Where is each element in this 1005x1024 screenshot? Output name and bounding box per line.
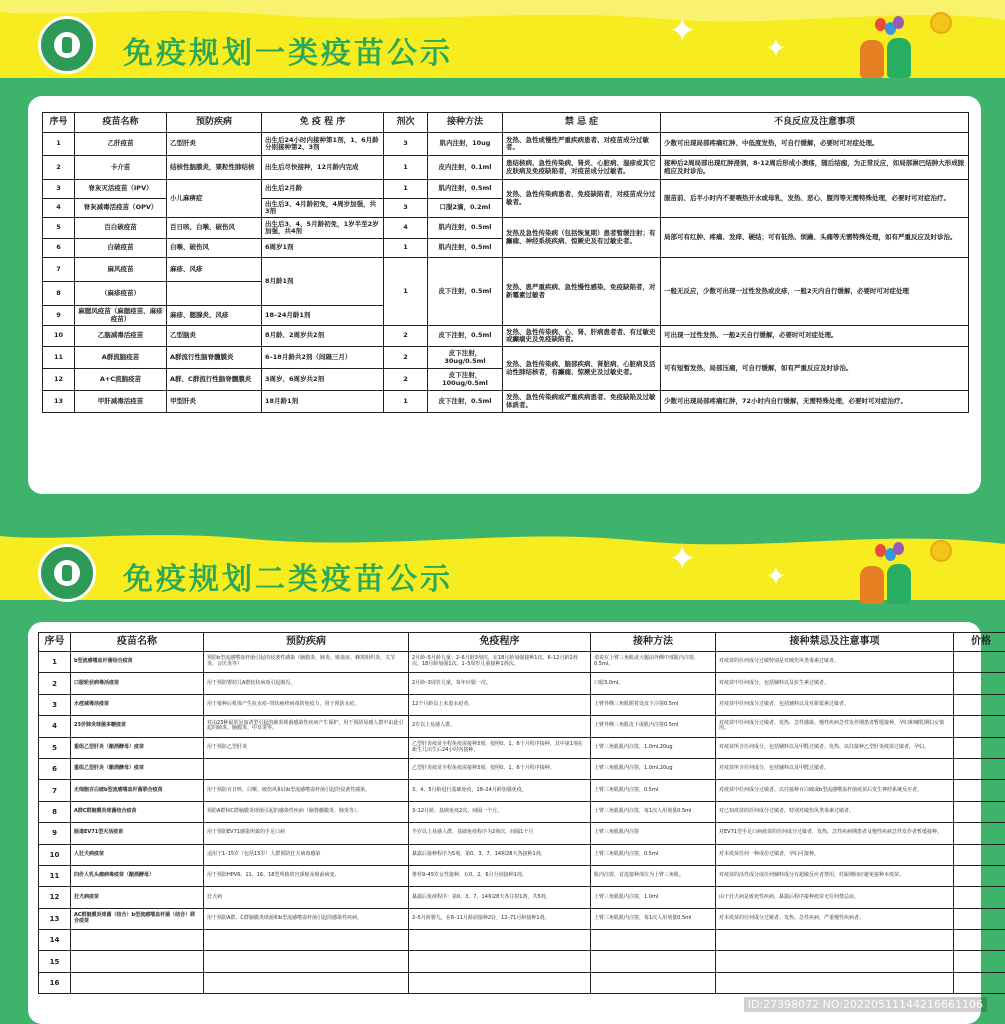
column-header: 序号 [43,113,75,133]
cell-schedule: 6–18月龄共2剂（间隔三月） [262,347,384,369]
cell-no: 4 [39,716,71,737]
sparkle-icon: ✦ [765,34,787,64]
cell-contra: 患结核病、急性传染病、肾炎、心脏病、湿疹或其它皮肤病及免疫缺陷者，对疫苗成分过敏者。 [503,156,661,180]
cell-price [954,737,1005,758]
cell-no: 7 [39,780,71,801]
cell-method: 上臂三角肌肌内注射，1.0ml,20ug [591,758,716,779]
cell-caution: 对疫苗中任何成分过敏者、以往接种百白破或b型流感嗜血杆菌疫苗后发生神经系统反应者。 [716,780,954,801]
cell-price [954,758,1005,779]
cell-caution: 对疫苗中任何成分，包括辅料以及抗生素过敏者。 [716,673,954,694]
health-logo [38,544,96,602]
children-illustration [855,544,925,606]
cell-method: 请说在上臂三角肌或大腿前外侧中部肌内注射，0.5ml。 [591,652,716,673]
cell-caution: 对已知疫苗的任何成分过敏者，特别对破伤风类毒素过敏者。 [716,801,954,822]
cell-name [71,930,204,951]
column-header: 价格 [954,633,1005,652]
cell-name: 甲肝减毒活疫苗 [75,391,167,413]
cell-method: 皮下注射，0.5ml [428,326,503,347]
column-header: 接种禁忌及注意事项 [716,633,954,652]
cell-no: 11 [43,347,75,369]
sparkle-icon: ✦ [765,562,787,592]
cell-caution [716,951,954,972]
cell-name: AC群脑膜炎球菌（结合）b型流感嗜血杆菌（结合）联合疫苗 [71,908,204,929]
table-row [39,737,1005,758]
cell-name: 乙脑减毒活疫苗 [75,326,167,347]
cell-schedule: 出生后3、4月龄初免，4周岁加强，共3剂 [262,199,384,218]
column-header: 禁 忌 症 [503,113,661,133]
cell-disease [204,758,409,779]
cell-method: 皮下注射，30ug/0.5ml [428,347,503,369]
cell-schedule: 2岁以上易感人群。 [409,716,591,737]
cell-reaction: 少数可出现局部疼痛红肿，72小时内自行缓解，无需特殊处理，必要时可对症治疗。 [661,391,969,413]
cell-no: 3 [39,694,71,715]
cell-no: 6 [43,239,75,258]
cell-name [71,972,204,993]
cell-no: 11 [39,865,71,886]
cell-disease: 预防A群和C群脑膜炎球菌引起的感染性疾病（脑脊髓膜炎、肺炎等）。 [204,801,409,822]
cell-method: 肌内注射，首选接种部位为上臂三角肌。 [591,865,716,886]
cell-disease [204,951,409,972]
cell-schedule [409,930,591,951]
watermark-site: 昵图网 www.nipic.com [30,1000,232,1020]
cell-schedule: 暴露后接种程序为5剂，第0、3、7、14和28天各接种1剂。 [409,844,591,865]
cell-doses: 1 [384,156,428,180]
cell-name: 乙肝疫苗 [75,133,167,156]
table-row [43,326,969,347]
cell-schedule: 出生后24小时内接种第1剂，1、6月龄分别接种第2、3剂 [262,133,384,156]
column-header: 不良反应及注意事项 [661,113,969,133]
cell-disease: 狂犬病 [204,887,409,908]
cell-doses: 2 [384,347,428,369]
cell-disease: 用于预防百日咳、白喉、破伤风和由b型流感嗜血杆菌引起的侵袭性感染。 [204,780,409,801]
cell-method: 肌内注射，0.5ml [428,218,503,239]
cell-method: 上臂外侧三角肌附着处皮下注射0.5ml [591,694,716,715]
cell-method: 肌内注射，10ug [428,133,503,156]
cell-price [954,972,1005,993]
cell-contra: 发热、急性或慢性严重疾病患者、对疫苗成分过敏者。 [503,133,661,156]
cell-method: 皮下注射，0.5ml [428,391,503,413]
column-header: 序号 [39,633,71,652]
table-row [39,823,1005,844]
table-row [39,801,1005,822]
panel-title: 免疫规划二类疫苗公示 [123,562,453,597]
cell-caution [716,972,954,993]
table-row [39,908,1005,929]
cell-disease: 乙型肝炎 [167,133,262,156]
table-row [39,673,1005,694]
cell-disease: 甲型肝炎 [167,391,262,413]
panel-title: 免疫规划一类疫苗公示 [123,36,453,71]
cell-price [954,694,1005,715]
cell-no: 6 [39,758,71,779]
cell-no: 8 [43,282,75,306]
cell-name: A群流脑疫苗 [75,347,167,369]
cell-no: 13 [39,908,71,929]
vaccine-table-class-one [42,112,969,413]
cell-doses: 3 [384,133,428,156]
table-row [39,694,1005,715]
cell-contra: 发热、急性传染病、脑部疾病、肾脏病、心脏病及活动性肺结核者，有癫痫、惊厥史及过敏史者。 [503,347,661,391]
cell-method [591,972,716,993]
cell-method: 皮下注射，0.5ml [428,258,503,326]
cell-no: 9 [39,823,71,844]
cell-price [954,801,1005,822]
cell-price [954,865,1005,886]
cell-schedule: 3、4、5月龄进行基础免疫，18–24月龄加强免疫。 [409,780,591,801]
cell-schedule: 2月龄–3周岁儿童，每年应服一次。 [409,673,591,694]
cell-price [954,908,1005,929]
cell-schedule: 8月龄1剂 [262,258,384,306]
cell-method: 上臂三角肌肌内注射 [591,823,716,844]
cell-method: 皮内注射，0.1ml [428,156,503,180]
cell-no: 14 [39,930,71,951]
sparkle-icon: ✦ [668,11,697,51]
cell-caution: 对本疫苗任何一种成份过敏者，孕妇可接种。 [716,844,954,865]
cell-caution: 对疫苗的活性成分或任何辅料成分有超敏反应者禁用，妊娠期间应避免接种本疫苗。 [716,865,954,886]
cell-method: 上臂三角肌肌内注射，每1次人用剂量0.5ml [591,908,716,929]
table-row [43,218,969,239]
cell-name: b型流感嗜血杆菌结合疫苗 [71,652,204,673]
cell-name: 白破疫苗 [75,239,167,258]
cell-disease: 预防b型流感嗜血杆菌引起的侵袭性感染（脑膜炎、肺炎、败血症、蜂窝组织炎、关节炎、会厌炎等） [204,652,409,673]
cell-no: 12 [43,369,75,391]
cell-name: 脊灰灭活疫苗（IPV） [75,180,167,199]
column-header: 接种方法 [591,633,716,652]
cell-contra: 发热及急性传染病（包括恢复期）患者暂缓注射；有癫痫、神经系统疾病、惊厥史及有过敏史者。 [503,218,661,258]
cell-name: 水痘减毒活疫苗 [71,694,204,715]
cell-schedule: 8月龄、2周岁共2剂 [262,326,384,347]
cell-name: 重组乙型肝炎（酿酒酵母）疫苗 [71,737,204,758]
cell-name: 狂犬病疫苗 [71,887,204,908]
cell-schedule: 出生后尽快接种，12月龄内完成 [262,156,384,180]
cell-contra: 发热、急性传染病或严重疾病患者、免疫缺陷及过敏体质者。 [503,391,661,413]
cell-schedule: 3周岁、6周岁共2剂 [262,369,384,391]
cell-method: 上臂外侧三角肌皮下或肌内注射0.5ml [591,716,716,737]
cell-reaction: 服苗前、后半小时内不要喂热开水或母乳，发热、恶心、腹泻等无需特殊处理，必要时可对症治疗。 [661,180,969,218]
cell-contra: 发热、患严重疾病、急性慢性感染、免疫缺陷者，对新霉素过敏者 [503,258,661,326]
cell-disease: 用于接种后机体产生抗水痘–带状疱疹病毒的免疫力，用于预防水痘。 [204,694,409,715]
cell-no: 9 [43,306,75,326]
cell-method: 口服2滴，0.2ml [428,199,503,218]
cell-disease: 麻疹、风疹 [167,258,262,282]
cell-method: 肌内注射，0.5ml [428,239,503,258]
cell-no: 15 [39,951,71,972]
vaccine-table-class-two [38,632,1005,994]
cell-schedule: 半岁以上易感人群，基础免疫程序为2剂次，间隔1个月 [409,823,591,844]
cell-method: 上臂三角肌肌内注射，1.0ml [591,887,716,908]
cell-no: 4 [43,199,75,218]
cell-doses: 2 [384,326,428,347]
table-row [43,180,969,199]
cell-disease: 用于预防乙型肝炎 [204,737,409,758]
cell-disease: 适用于1–15岁（包括15岁）人群预防狂犬病毒感染 [204,844,409,865]
cell-disease [204,930,409,951]
cell-doses: 1 [384,180,428,199]
cell-name: 人狂犬病疫苗 [71,844,204,865]
table-row [39,758,1005,779]
cell-price [954,887,1005,908]
cell-name: 脊灰减毒活疫苗（OPV） [75,199,167,218]
cell-caution: 由于狂犬病是致死性疾病，暴露后程序接种疫苗无任何禁忌症。 [716,887,954,908]
sparkle-icon: ✦ [668,539,697,579]
cell-no: 5 [43,218,75,239]
health-logo [38,16,96,74]
column-header: 预防疾病 [204,633,409,652]
cell-method [591,951,716,972]
cell-caution: 对疫苗所含任何成分，包括辅料以及甲醛过敏者、发热、以往接种乙型肝炎疫苗过敏者、孕妇。 [716,737,954,758]
table-row [39,951,1005,972]
cell-price [954,823,1005,844]
cell-method: 上臂三角肌肌内注射，0.5ml [591,844,716,865]
cell-caution: 对疫苗的任何成分过敏特别是对破伤风类毒素过敏者。 [716,652,954,673]
cell-name: A+C流脑疫苗 [75,369,167,391]
cell-reaction: 局部可有红肿、疼痛、发痒、硬结；可有低热、烦躁、头痛等无需特殊处理，如有严重反应及时诊治。 [661,218,969,258]
cell-reaction: 少数可出现局部疼痛红肿、中低度发热，可自行缓解，必要时可对症处理。 [661,133,969,156]
cell-name [71,951,204,972]
panel-class-one [0,0,1005,500]
cell-method: 口服3.0ml。 [591,673,716,694]
cell-no: 16 [39,972,71,993]
cell-disease: 乙型脑炎 [167,326,262,347]
cell-disease: 麻疹、腮腺炎、风疹 [167,306,262,326]
cell-doses: 1 [384,239,428,258]
column-header: 预防疾病 [167,113,262,133]
cell-method: 皮下注射，100ug/0.5ml [428,369,503,391]
cell-schedule: 12个月龄以上未患水痘者。 [409,694,591,715]
cell-doses: 2 [384,369,428,391]
cell-caution: 对EV71型手足口病疫苗的任何成分过敏者、发热、急性疾病期患者及慢性疾病急性发作者暂缓接种。 [716,823,954,844]
table-row [39,716,1005,737]
cell-name: 麻腮风疫苗（麻腮疫苗、麻疹疫苗） [75,306,167,326]
cell-schedule: 6周岁1剂 [262,239,384,258]
cell-reaction: 可出现一过性发热、一般2天自行缓解，必要时可对症处理。 [661,326,969,347]
cell-disease: 用于预防婴幼儿A群轮状病毒引起腹泻。 [204,673,409,694]
column-header: 免 疫 程 序 [262,113,384,133]
column-header: 疫苗名称 [71,633,204,652]
table-row [39,930,1005,951]
cell-price [954,951,1005,972]
cell-price [954,716,1005,737]
table-row [39,652,1005,673]
table-row [43,133,969,156]
column-header: 接种方法 [428,113,503,133]
cell-no: 2 [43,156,75,180]
cell-doses: 4 [384,218,428,239]
cell-caution: 对疫苗中任何成分过敏者，包括辅料以及对新霉素过敏者。 [716,694,954,715]
cell-name: （麻疹疫苗） [75,282,167,306]
cell-schedule: 推荐9–45岁女性接种，在0、2、6月分别接种1剂。 [409,865,591,886]
cell-no: 12 [39,887,71,908]
cell-method: 上臂三角肌肌内注射，每1次人用剂量0.5ml [591,801,716,822]
cell-schedule: 出生后2月龄 [262,180,384,199]
table-row [39,780,1005,801]
cell-method: 上臂三角肌肌内注射，1.0ml,20ug [591,737,716,758]
cell-no: 1 [39,652,71,673]
cell-caution: 对疫苗中任何成分过敏者、发热、急性感染、慢性疾病急性发作期患者暂缓接种，孕妇和哺乳期妇女慎用。 [716,716,954,737]
cell-disease: 百日咳、白喉、破伤风 [167,218,262,239]
cell-method: 上臂三角肌肌内注射，0.5ml [591,780,716,801]
cell-name: 23价肺炎球菌多糖疫苗 [71,716,204,737]
cell-disease: A群流行性脑脊髓膜炎 [167,347,262,369]
column-header: 免疫程序 [409,633,591,652]
cell-disease: 用于预防A群、C群脑膜炎球菌和b型流感嗜血杆菌引起的感染性疾病。 [204,908,409,929]
cell-schedule: 18月龄1剂 [262,391,384,413]
sun-icon [930,12,952,34]
cell-reaction: 一般无反应，少数可出现一过性发热或皮疹，一般2天内自行缓解，必要时可对症处理 [661,258,969,326]
cell-price [954,930,1005,951]
cell-disease: 用于预防HPV6、11、16、18型所致的宫颈癌及癌前病变。 [204,865,409,886]
table-row [43,258,969,282]
cell-name: 麻风疫苗 [75,258,167,282]
column-header: 疫苗名称 [75,113,167,133]
cell-price [954,652,1005,673]
cell-schedule: 2月龄–5月龄儿童：2–6月龄3剂次，在18月龄加强接种1次。6–12月龄2剂次，18月龄加强1次。1–5周岁儿童接种1剂次。 [409,652,591,673]
cell-name: 口服轮状病毒活疫苗 [71,673,204,694]
cell-disease [204,972,409,993]
cell-schedule: 乙型肝炎疫苗全程免疫需接种3剂，按照0、1、6个月程序接种，其中第1剂在新生儿出生后24小时内接种。 [409,737,591,758]
cell-no: 5 [39,737,71,758]
table-row [39,887,1005,908]
table-row [39,865,1005,886]
table-row [39,844,1005,865]
cell-name: 无细胞百白破b型流感嗜血杆菌联合疫苗 [71,780,204,801]
cell-schedule: 出生后3、4、5月龄初免，1岁半至2岁加强，共4剂 [262,218,384,239]
column-header: 剂次 [384,113,428,133]
table-row [43,391,969,413]
cell-doses: 1 [384,391,428,413]
cell-schedule: 3–12月龄，基础免疫2次，间隔一个月。 [409,801,591,822]
cell-schedule: 18–24月龄1剂 [262,306,384,326]
children-illustration [855,18,925,80]
cell-disease: 结核性脑膜炎，粟粒性肺结核 [167,156,262,180]
cell-name: A群C群脑膜炎球菌结合疫苗 [71,801,204,822]
cell-contra: 发热、急性传染病、心、肾、肝病患者者、有过敏史或癫痫史及免疫缺陷者。 [503,326,661,347]
cell-schedule [409,951,591,972]
cell-name: 重组乙型肝炎（酿酒酵母）疫苗 [71,758,204,779]
cell-no: 13 [43,391,75,413]
cell-caution: 对疫苗所含任何成分，包括辅料以及甲醛过敏者。 [716,758,954,779]
cell-caution: 对本疫苗的任何成分过敏者、发热、急性疾病、严重慢性疾病者。 [716,908,954,929]
cell-caution [716,930,954,951]
cell-contra: 发热、急性传染病患者、免疫缺陷者，对疫苗成分过敏者。 [503,180,661,218]
sun-icon [930,540,952,562]
cell-name: 肠道EV71型灭活疫苗 [71,823,204,844]
watermark-id: ID:27398072 NO:20220511144216661106 [744,997,987,1012]
cell-disease [167,282,262,306]
cell-schedule: 暴露后免疫程序：第0、3、7、14和28天各注射1剂，共5剂。 [409,887,591,908]
cell-no: 10 [39,844,71,865]
table-row [39,972,1005,993]
cell-name: 百白破疫苗 [75,218,167,239]
cell-price [954,673,1005,694]
cell-no: 8 [39,801,71,822]
table-row [43,156,969,180]
cell-name: 卡介苗 [75,156,167,180]
table-row [43,347,969,369]
cell-price [954,780,1005,801]
cell-disease: 用于预防EV71感染所致的手足口病 [204,823,409,844]
cell-disease: 白喉、破伤风 [167,239,262,258]
cell-disease: 对由23种最常见血清型引起的肺炎球菌感染性疾病产生保护，用于预防易感人群中由此引起的肺炎、脑膜炎、中耳炎等。 [204,716,409,737]
cell-method [591,930,716,951]
cell-price [954,844,1005,865]
cell-doses: 1 [384,258,428,326]
cell-no: 3 [43,180,75,199]
cell-doses: 3 [384,199,428,218]
cell-no: 2 [39,673,71,694]
cell-no: 10 [43,326,75,347]
cell-no: 7 [43,258,75,282]
cell-no: 1 [43,133,75,156]
cell-reaction: 接种后2周局部出现红肿浸润，8-12周后形成小溃疡，随后结痂，为正常反应，如局部淋巴结肿大形成脓疱应及时诊治。 [661,156,969,180]
cell-schedule [409,972,591,993]
cell-schedule: 2–5月龄婴儿，在6–11月龄前接种2针，12–71月龄接种1剂。 [409,908,591,929]
cell-method: 肌内注射，0.5ml [428,180,503,199]
cell-reaction: 可有短暂发热、局部压痛，可自行缓解，如有严重反应及时诊治。 [661,347,969,391]
cell-schedule: 乙型肝炎疫苗全程免疫需接种3剂，按照0、1、6个月程序接种。 [409,758,591,779]
cell-name: 四价人乳头瘤病毒疫苗（酿酒酵母） [71,865,204,886]
cell-disease: 小儿麻痹症 [167,180,262,218]
cell-disease: A群、C群流行性脑脊髓膜炎 [167,369,262,391]
